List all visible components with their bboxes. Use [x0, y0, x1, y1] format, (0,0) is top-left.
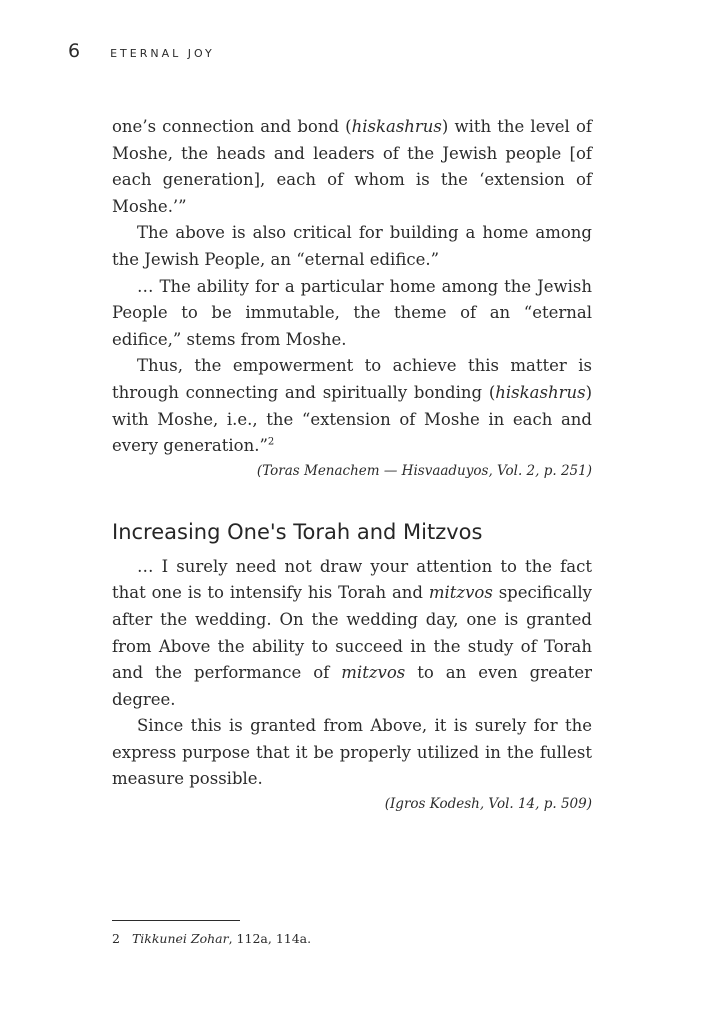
- citation: (Igros Kodesh, Vol. 14, p. 509): [384, 796, 592, 813]
- paragraph: one’s connection and bond (hiskashrus) with the level of Moshe, the heads and leaders of the Jewish people [of each generation], each of whom is the ‘extension of Moshe.’”: [112, 117, 592, 216]
- paragraph: … I surely need not draw your attention to the fact that one is to intensify his Torah and mitzvos specifically after the wedding. On the wedding day, one is granted from Above the ability to succeed in the study of Torah and the performance of mitzvos to an even greater degree.: [112, 556, 592, 709]
- page-number: 6: [68, 40, 81, 62]
- page-header: [68, 40, 644, 62]
- paragraph: Since this is granted from Above, it is surely for the express purpose that it be properly utilized in the fullest measure possible.: [112, 716, 592, 789]
- italic-term: mitzvos: [341, 663, 406, 683]
- citation: (Toras Menachem — Hisvaaduyos, Vol. 2, p. 251): [256, 462, 592, 479]
- italic-term: mitzvos: [428, 583, 493, 603]
- footnote-marker: 2: [267, 436, 275, 448]
- footnote-divider: [112, 920, 240, 921]
- section-heading: Increasing One's Torah and Mitzvos: [112, 519, 483, 544]
- italic-term: hiskashrus: [495, 382, 586, 402]
- footnote-source: Tikkunei Zohar: [131, 931, 229, 946]
- paragraph: The above is also critical for building a home among the Jewish People, an “eternal edifice.”: [112, 223, 592, 269]
- footnote: 2 Tikkunei Zohar, 112a, 114a.: [112, 931, 312, 946]
- running-title: ETERNAL JOY: [110, 47, 215, 60]
- italic-term: hiskashrus: [351, 117, 442, 136]
- main-text: [112, 114, 592, 815]
- footnote-number: 2: [112, 931, 120, 946]
- paragraph: … The ability for a particular home among the Jewish People to be immutable, the theme of an “eternal edifice,” stems from Moshe.: [112, 276, 592, 349]
- paragraph: Thus, the empowerment to achieve this matter is through connecting and spiritually bonding (hiskashrus) with Moshe, i.e., the “extension of Moshe in each and every generation.”$^2$: [112, 356, 592, 456]
